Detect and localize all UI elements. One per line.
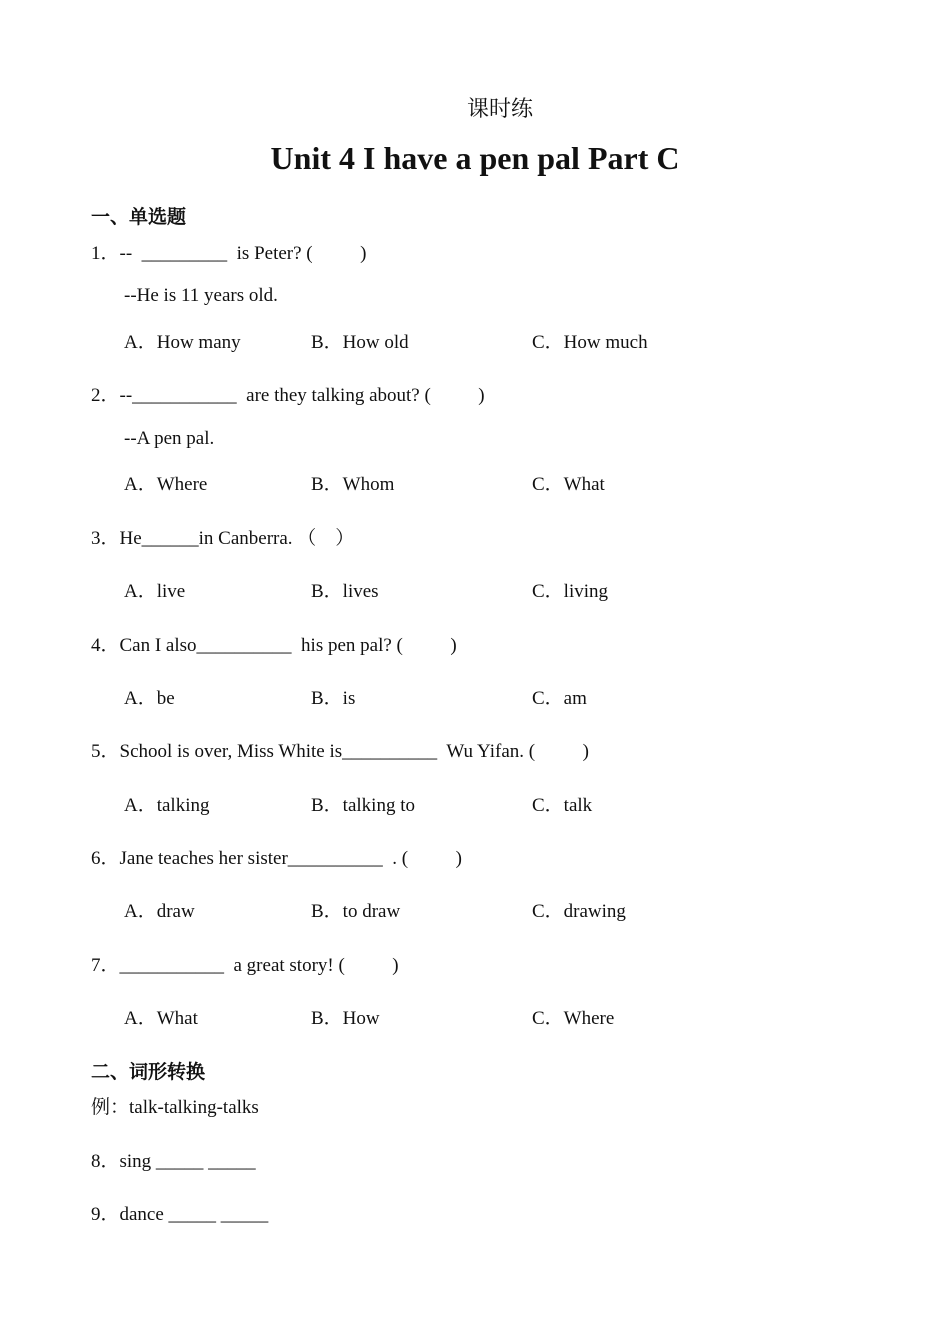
question-2-option-b[interactable]: B．Whom bbox=[311, 474, 395, 495]
worksheet-subtitle: 课时练 bbox=[466, 97, 533, 122]
question-1-option-c[interactable]: C．How much bbox=[532, 332, 648, 353]
question-6-option-a[interactable]: A．draw bbox=[124, 901, 195, 922]
question-5-stem: 5．School is over, Miss White is__________ Wu Yifan. ( ) bbox=[91, 741, 589, 762]
question-5-option-c[interactable]: C．talk bbox=[532, 795, 593, 816]
question-5-option-a[interactable]: A．talking bbox=[124, 795, 210, 816]
section-heading-word-forms: 二、词形转换 bbox=[91, 1061, 206, 1083]
question-2-option-a[interactable]: A．Where bbox=[124, 474, 208, 495]
question-7-option-a[interactable]: A．What bbox=[124, 1008, 198, 1029]
question-3-option-c[interactable]: C．living bbox=[532, 581, 609, 602]
question-2-dialogue: --A pen pal. bbox=[124, 428, 215, 449]
page-title: Unit 4 I have a pen pal Part C bbox=[270, 140, 680, 176]
question-3-option-a[interactable]: A．live bbox=[124, 581, 186, 602]
question-3-option-b[interactable]: B．lives bbox=[311, 581, 379, 602]
question-1-stem: 1．-- _________ is Peter? ( ) bbox=[91, 243, 367, 264]
question-6-stem: 6．Jane teaches her sister__________ . ( ) bbox=[91, 848, 462, 869]
question-2-stem: 2．--___________ are they talking about? ( ) bbox=[91, 385, 485, 406]
question-6-option-b[interactable]: B．to draw bbox=[311, 901, 401, 922]
question-7-option-b[interactable]: B．How bbox=[311, 1008, 380, 1029]
section-heading-multiple-choice: 一、单选题 bbox=[91, 206, 187, 228]
question-1-dialogue: --He is 11 years old. bbox=[124, 285, 278, 306]
question-4-option-a[interactable]: A．be bbox=[124, 688, 175, 709]
question-1-option-a[interactable]: A．How many bbox=[124, 332, 241, 353]
question-4-stem: 4．Can I also__________ his pen pal? ( ) bbox=[91, 635, 457, 656]
question-7-stem: 7．___________ a great story! ( ) bbox=[91, 955, 399, 976]
question-1-option-b[interactable]: B．How old bbox=[311, 332, 409, 353]
question-4-option-c[interactable]: C．am bbox=[532, 688, 587, 709]
word-form-item-9[interactable]: 9．dance _____ _____ bbox=[91, 1204, 269, 1225]
word-form-example: 例：talk-talking-talks bbox=[91, 1097, 259, 1118]
question-4-option-b[interactable]: B．is bbox=[311, 688, 356, 709]
question-5-option-b[interactable]: B．talking to bbox=[311, 795, 415, 816]
question-2-option-c[interactable]: C．What bbox=[532, 474, 605, 495]
question-3-stem: 3．He______in Canberra. （ ） bbox=[91, 528, 355, 549]
question-7-option-c[interactable]: C．Where bbox=[532, 1008, 615, 1029]
question-6-option-c[interactable]: C．drawing bbox=[532, 901, 626, 922]
word-form-item-8[interactable]: 8．sing _____ _____ bbox=[91, 1151, 256, 1172]
